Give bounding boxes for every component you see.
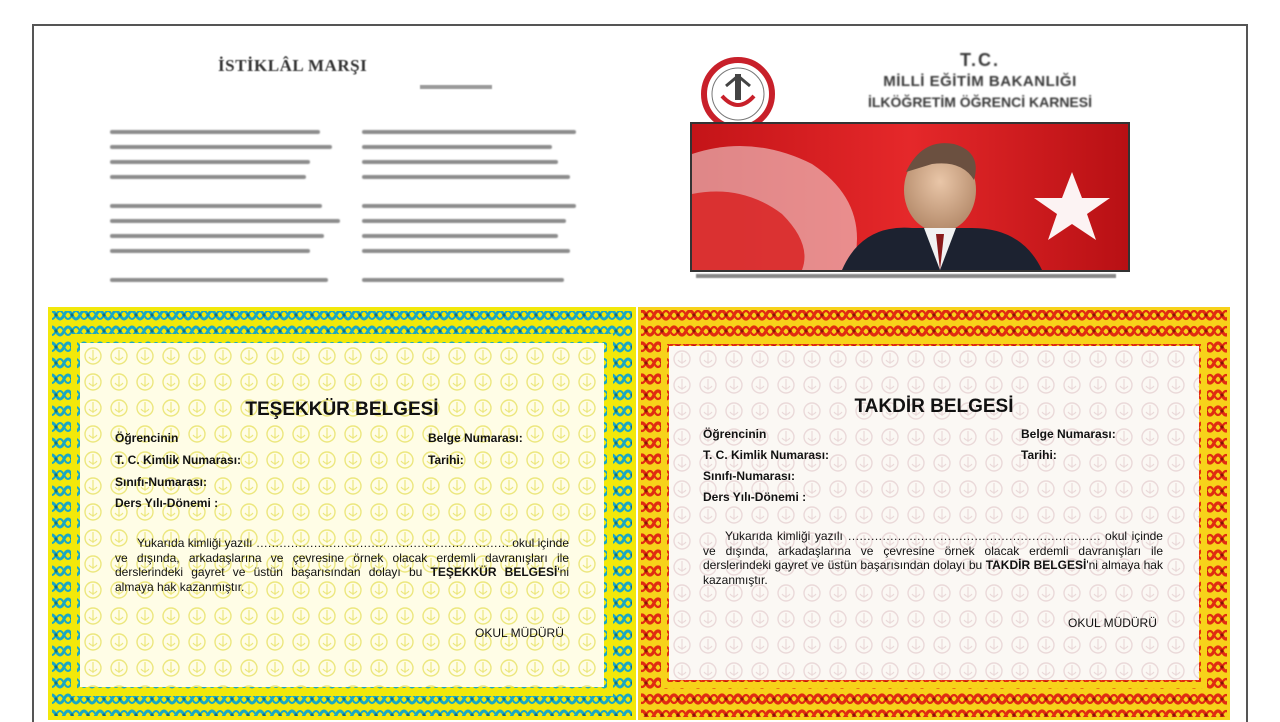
takdir-student-label: Öğrencinin [703, 427, 767, 441]
takdir-title: TAKDİR BELGESİ [854, 396, 1014, 417]
takdir-para-end: 'ni almaya hak kazanmıştır. [703, 558, 1163, 587]
tesekkur-name-dots: ………………………………………………………… [255, 536, 509, 550]
tesekkur-term-label: Ders Yılı-Dönemi : [115, 496, 219, 510]
tesekkur-date-label: Tarihi: [428, 453, 464, 467]
report-card-header [830, 50, 1130, 110]
photo-caption [696, 274, 1116, 278]
tesekkur-body-text [115, 536, 569, 594]
tesekkur-tc-label: T. C. Kimlik Numarası: [115, 453, 242, 467]
flag-portrait-photo [690, 122, 1130, 272]
takdir-term-label: Ders Yılı-Dönemi : [703, 490, 807, 504]
takdir-tc-label: T. C. Kimlik Numarası: [703, 448, 830, 462]
tesekkur-class-label: Sınıfı-Numarası: [115, 475, 208, 489]
ministry-logo [700, 56, 776, 132]
tesekkur-para-end: 'ni almaya hak kazanmıştır. [115, 565, 569, 594]
takdir-body-text [703, 529, 1163, 587]
header-report-card: İLKÖĞRETİM ÖĞRENCİ KARNESİ [867, 94, 1092, 110]
header-ministry: MİLLİ EĞİTİM BAKANLIĞI [883, 73, 1077, 90]
takdir-signature: OKUL MÜDÜRÜ [1068, 616, 1157, 630]
anthem-verses-left [110, 130, 330, 293]
header-tc: T.C. [959, 50, 1000, 70]
takdir-para-start: Yukarıda kimliği yazılı [725, 529, 848, 543]
tesekkur-student-label: Öğrencinin [115, 431, 179, 445]
anthem-verses-right [362, 130, 582, 293]
anthem-title: İSTİKLÂL MARŞI [218, 56, 368, 75]
tesekkur-para-mid: okul içinde ve dışında, arkadaşlarına ve çevresine örnek olacak erdemli davranışları ile derslerindeki gayret ve üstün başarısından dolayı bu [115, 536, 569, 579]
takdir-date-label: Tarihi: [1021, 448, 1057, 462]
takdir-certificate [638, 307, 1230, 720]
tesekkur-certificate [48, 307, 636, 720]
tesekkur-doc-number-label: Belge Numarası: [428, 431, 523, 445]
anthem-author-line [420, 85, 492, 89]
takdir-doc-number-label: Belge Numarası: [1021, 427, 1116, 441]
tesekkur-title: TEŞEKKÜR BELGESİ [245, 399, 439, 420]
takdir-para-mid: okul içinde ve dışında, arkadaşlarına ve çevresine örnek olacak erdemli davranışları ile derslerindeki gayret ve üstün başarısından dolayı bu [703, 529, 1163, 572]
tesekkur-para-start: Yukarıda kimliği yazılı [137, 536, 256, 550]
takdir-name-dots: ………………………………………………………… [847, 529, 1101, 543]
tesekkur-para-bold: TEŞEKKÜR BELGESİ [430, 565, 558, 579]
takdir-class-label: Sınıfı-Numarası: [703, 469, 796, 483]
takdir-para-bold: TAKDİR BELGESİ [985, 558, 1087, 572]
tesekkur-signature: OKUL MÜDÜRÜ [475, 626, 564, 640]
